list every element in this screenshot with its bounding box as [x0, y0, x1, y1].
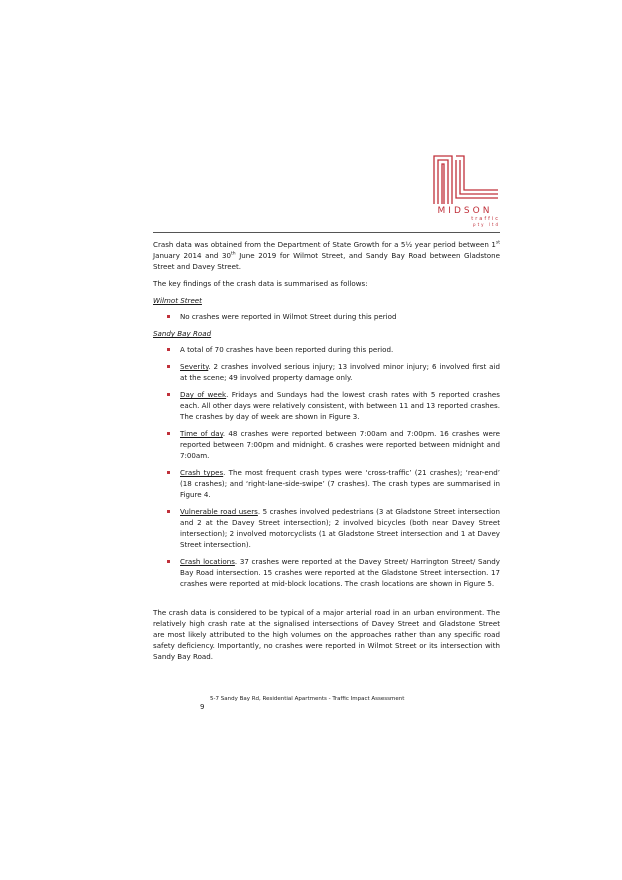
wilmot-list	[153, 311, 500, 322]
wilmot-heading: Wilmot Street	[153, 296, 202, 305]
list-item: Vulnerable road users. 5 crashes involved pedestrians (3 at Gladstone Street intersection and 2 at the Davey Street intersection); 2 involved bicycles (both near Davey Street intersection); 2 involved motorcyclists (1 at Gladstone Street intersection and 1 at Davey Street intersection).	[153, 506, 500, 550]
key-findings-paragraph: The key findings of the crash data is summarised as follows:	[153, 279, 368, 288]
sandy-heading: Sandy Bay Road	[153, 329, 212, 338]
list-item: A total of 70 crashes have been reported during this period.	[153, 344, 500, 355]
logo-mark-icon	[430, 150, 500, 204]
list-item: Time of day. 48 crashes were reported between 7:00am and 7:00pm. 16 crashes were reported between 7:00pm and midnight. 6 crashes were reported between midnight and 7:00am.	[153, 428, 500, 461]
document-body	[153, 239, 500, 668]
page-number: 9	[200, 703, 205, 711]
list-item: Severity. 2 crashes involved serious injury; 13 involved minor injury; 6 involved first aid at the scene; 49 involved property damage only.	[153, 361, 500, 383]
list-item: Crash types. The most frequent crash types were ‘cross-traffic’ (21 crashes); ‘rear-end’ (18 crashes); and ‘right-lane-side-swipe’ (7 crashes). The crash types are summarised in Figure 4.	[153, 467, 500, 500]
footer-text: 5-7 Sandy Bay Rd, Residential Apartments - Traffic Impact Assessment	[210, 696, 405, 702]
list-item: Crash locations. 37 crashes were reported at the Davey Street/ Harrington Street/ Sandy Bay Road intersection. 15 crashes were reported at the Gladstone Street intersection. 17 crashes were reported at mid-block locations. The crash locations are shown in Figure 5.	[153, 556, 500, 589]
list-item: No crashes were reported in Wilmot Street during this period	[153, 311, 500, 322]
logo-name: MIDSON	[437, 206, 493, 216]
list-item: Day of week. Fridays and Sundays had the lowest crash rates with 5 reported crashes each. All other days were relatively consistent, with between 11 and 13 reported crashes. The crashes by day of week are shown in Figure 3.	[153, 389, 500, 422]
logo-sub2: pty ltd	[473, 222, 500, 227]
logo-sub: traffic	[471, 216, 500, 222]
intro-paragraph: Crash data was obtained from the Department of State Growth for a 5½ year period between 1st January 2014 and 30th June 2019 for Wilmot Street, and Sandy Bay Road between Gladstone Street and Davey Street.	[153, 240, 500, 271]
sandy-list	[153, 344, 500, 589]
company-logo	[430, 150, 500, 227]
conclusion-paragraph: The crash data is considered to be typical of a major arterial road in an urban environment. The relatively high crash rate at the signalised intersections of Davey Street and Gladstone Street are most likely attributed to the high volumes on the approaches rather than any specific road safety deficiency. Importantly, no crashes were reported in Wilmot Street or its intersection with Sandy Bay Road.	[153, 608, 500, 661]
header-rule	[153, 232, 500, 233]
